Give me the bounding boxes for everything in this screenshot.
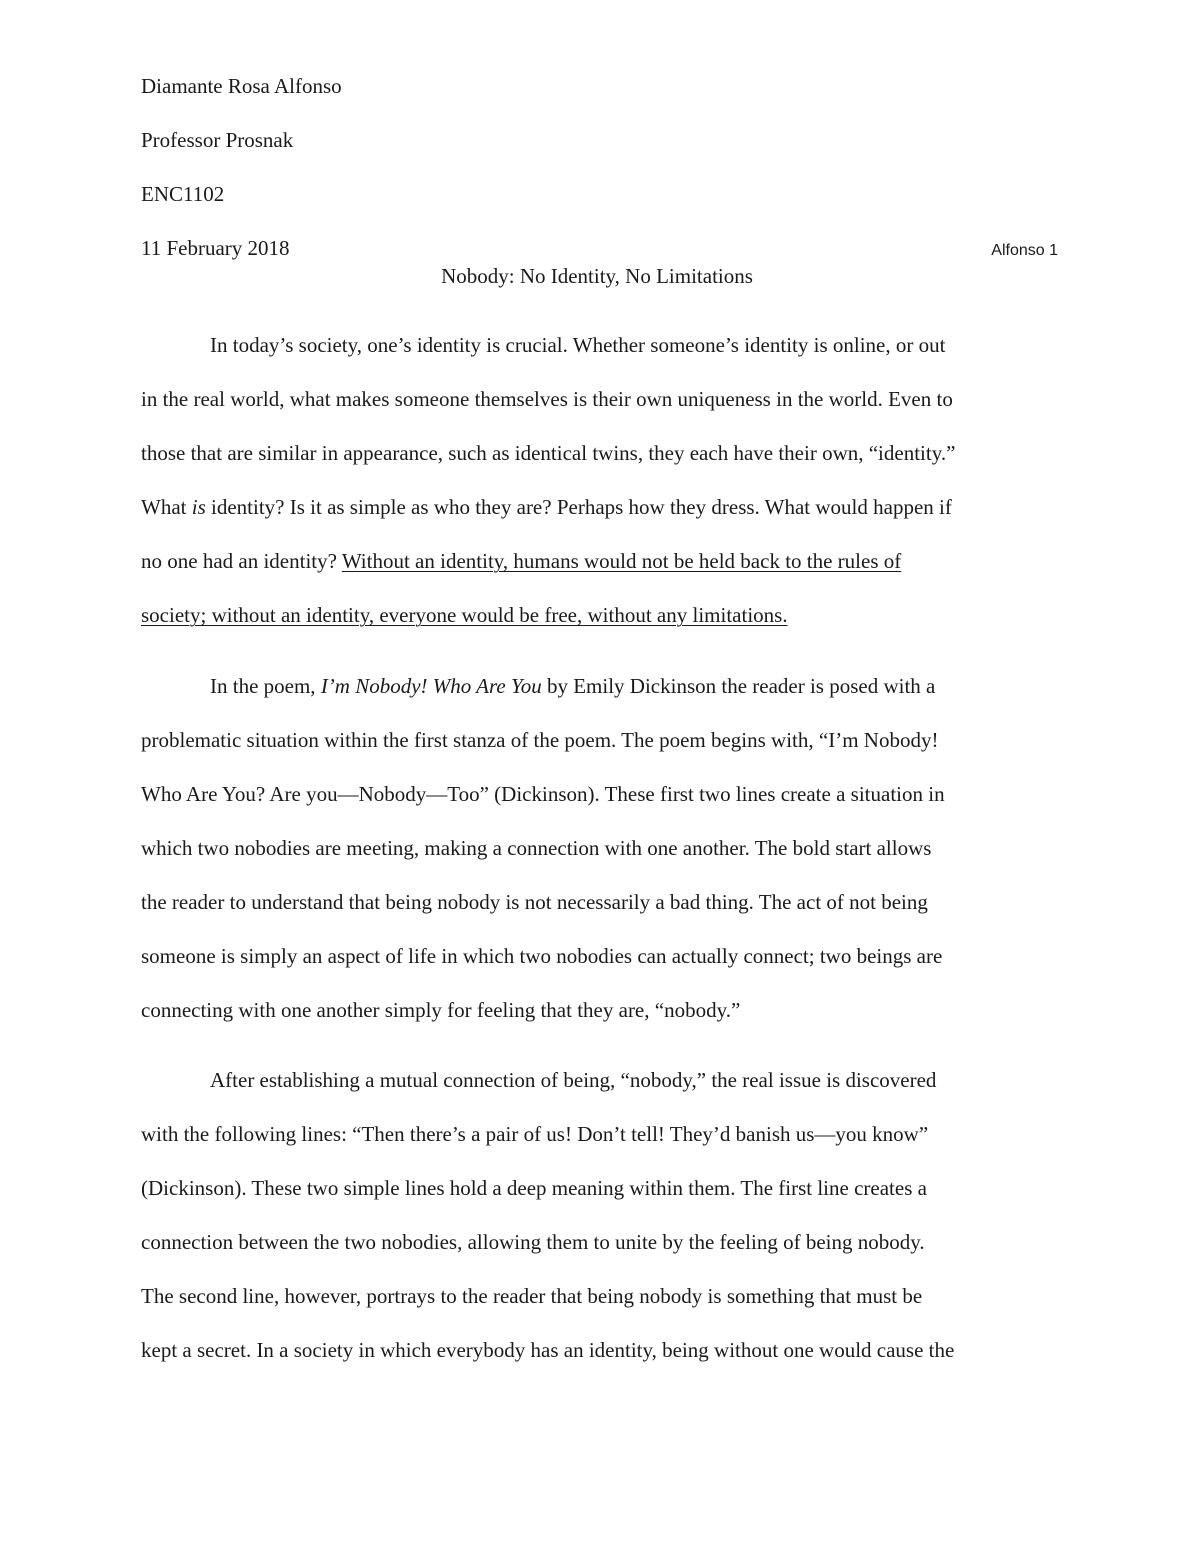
paragraph-line: (Dickinson). These two simple lines hold a deep meaning within them. The first line creates a xyxy=(141,1176,927,1200)
text-run: What xyxy=(141,495,192,519)
paragraph-line: in the real world, what makes someone themselves is their own uniqueness in the world. Even to xyxy=(141,387,953,411)
text-run: identity? Is it as simple as who they are? Perhaps how they dress. What would happen if xyxy=(205,495,952,519)
poem-title-italic: I’m Nobody! Who Are You xyxy=(320,674,542,698)
date: 11 February 2018 xyxy=(141,236,290,260)
paragraph-line: After establishing a mutual connection of being, “nobody,” the real issue is discovered xyxy=(210,1068,937,1092)
paragraph-line: The second line, however, portrays to the reader that being nobody is something that must be xyxy=(141,1284,923,1308)
text-run: no one had an identity? xyxy=(141,549,342,573)
paragraph-line xyxy=(210,674,935,698)
paragraph-line: someone is simply an aspect of life in which two nobodies can actually connect; two beings are xyxy=(141,944,943,968)
thesis-underlined: Without an identity, humans would not be held back to the rules of xyxy=(341,549,902,573)
text-run: by Emily Dickinson the reader is posed with a xyxy=(541,674,936,698)
italic-emphasis: is xyxy=(191,495,206,519)
paragraph-line xyxy=(141,495,952,519)
text-run: In the poem, xyxy=(210,674,321,698)
paragraph-line: connection between the two nobodies, allowing them to unite by the feeling of being nobody. xyxy=(141,1230,925,1254)
professor-name: Professor Prosnak xyxy=(141,128,294,152)
paragraph-line: kept a secret. In a society in which everybody has an identity, being without one would cause the xyxy=(141,1338,955,1362)
paragraph-line: which two nobodies are meeting, making a connection with one another. The bold start allows xyxy=(141,836,932,860)
paragraph-line: with the following lines: “Then there’s a pair of us! Don’t tell! They’d banish us—you know” xyxy=(141,1122,929,1146)
paragraph-line: problematic situation within the first stanza of the poem. The poem begins with, “I’m Nobody! xyxy=(141,728,939,752)
page-number-header: Alfonso 1 xyxy=(991,242,1058,259)
paragraph-line: those that are similar in appearance, such as identical twins, they each have their own, “identity.” xyxy=(141,441,956,465)
paragraph-line: connecting with one another simply for feeling that they are, “nobody.” xyxy=(141,998,741,1022)
course-code: ENC1102 xyxy=(141,182,225,206)
paragraph-line: the reader to understand that being nobody is not necessarily a bad thing. The act of not being xyxy=(141,890,928,914)
paragraph-line: Who Are You? Are you—Nobody—Too” (Dickinson). These first two lines create a situation in xyxy=(141,782,945,806)
thesis-underlined: society; without an identity, everyone would be free, without any limitations. xyxy=(141,603,788,627)
student-name: Diamante Rosa Alfonso xyxy=(141,74,342,98)
paragraph-line xyxy=(141,549,901,573)
paragraph-line: In today’s society, one’s identity is crucial. Whether someone’s identity is online, or out xyxy=(210,333,946,357)
essay-title: Nobody: No Identity, No Limitations xyxy=(441,264,753,288)
